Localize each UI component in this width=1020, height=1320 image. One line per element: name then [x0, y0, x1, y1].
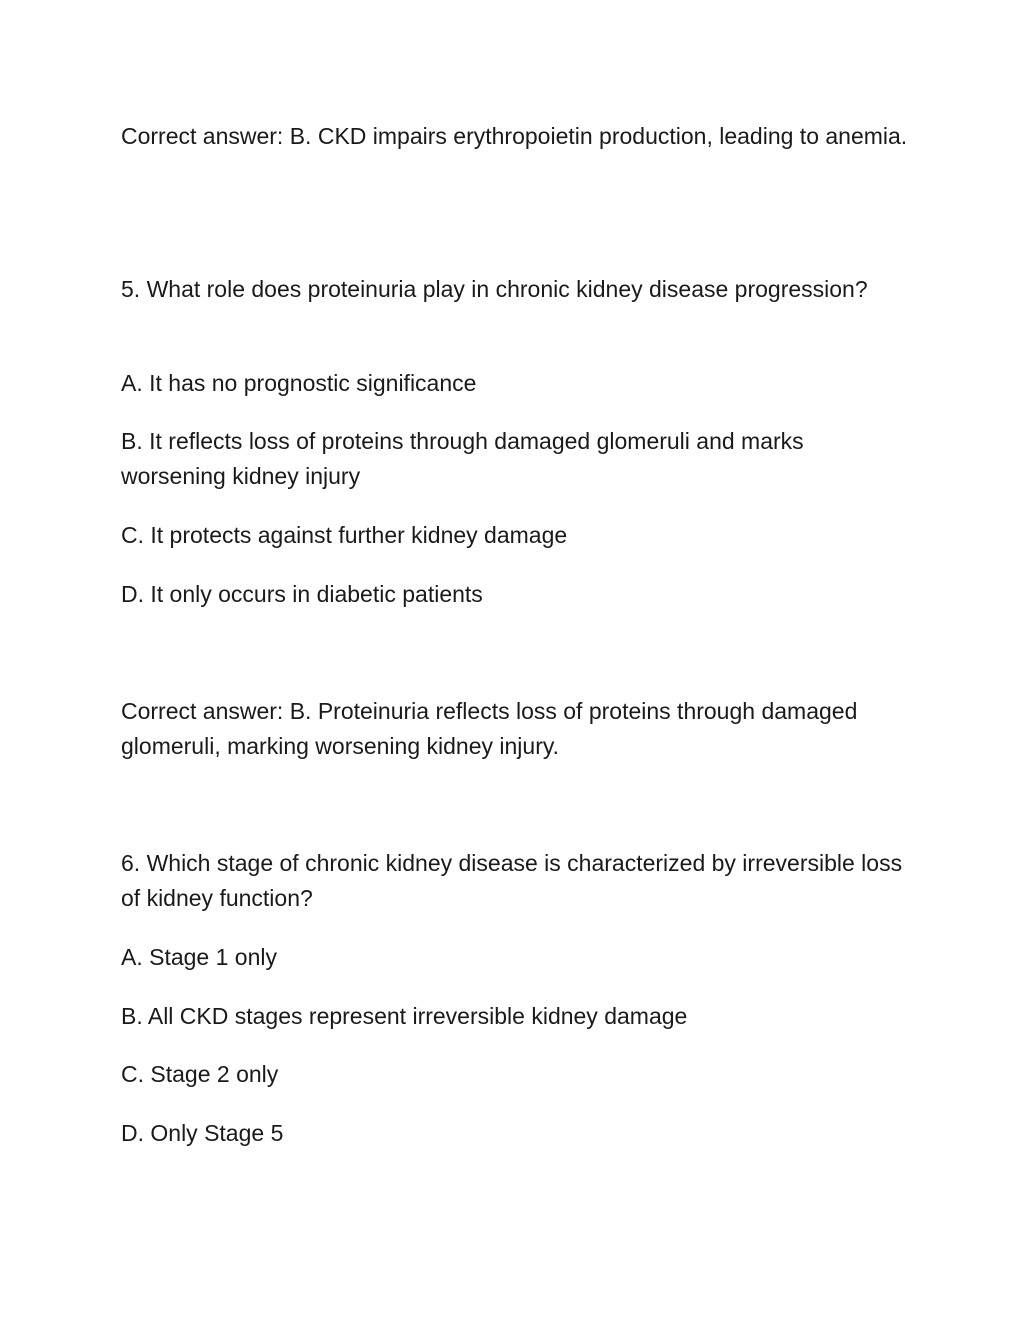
question-6-option-a: A. Stage 1 only [121, 944, 277, 970]
question-6-option-b: B. All CKD stages represent irreversible kidney damage [121, 1003, 688, 1029]
question-6-option-d: D. Only Stage 5 [121, 1120, 284, 1146]
question-5-option-d: D. It only occurs in diabetic patients [121, 581, 483, 607]
correct-answer-5: Correct answer: B. Proteinuria reflects loss of proteins through damaged glomeruli, marking worsening kidney injury. [121, 698, 858, 759]
correct-answer-4: Correct answer: B. CKD impairs erythropoietin production, leading to anemia. [121, 123, 908, 149]
question-5-option-b: B. It reflects loss of proteins through damaged glomeruli and marks worsening kidney injury [121, 428, 804, 489]
question-5-option-c: C. It protects against further kidney damage [121, 522, 568, 548]
question-5-option-a: A. It has no prognostic significance [121, 370, 477, 396]
question-6-option-c: C. Stage 2 only [121, 1061, 279, 1087]
question-5-text: 5. What role does proteinuria play in chronic kidney disease progression? [121, 276, 868, 302]
question-6-text: 6. Which stage of chronic kidney disease is characterized by irreversible loss of kidney function? [121, 850, 903, 911]
